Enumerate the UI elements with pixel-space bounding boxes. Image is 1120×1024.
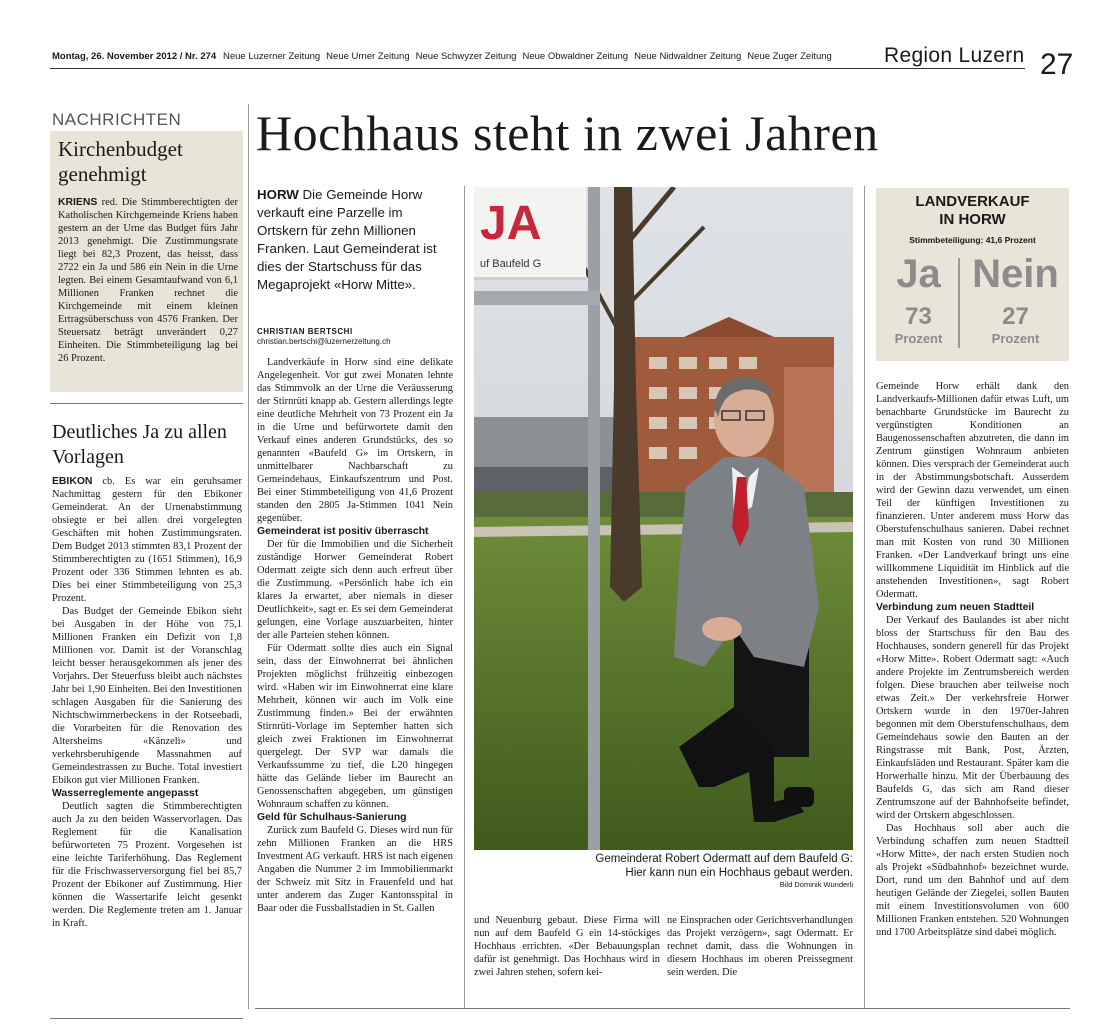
divider (255, 1008, 1070, 1009)
article-paragraph: Landverkäufe in Horw sind eine delikate Angelegenheit. Vor gut zwei Monaten lehnte das Stimmvolk an der Urne die Veräusserung der Stirnrüti knapp ab. Gestern allerdings legte eine deutliche Mehrheit von 73 Prozent ein Ja in die Urne und befürwortete damit den Verkauf eines anderen Grundstücks, des so genannten «Baufeld G» im Ortskern, in unmittelbarer Nachbarschaft zu Gemeindehaus, Einkaufszentrum und Post. Bei einer Stimmbeteiligung von 41,6 Prozent standen den 2805 Ja-Stimmen 1041 Nein gegenüber. (257, 357, 453, 524)
column-rule (864, 186, 865, 1008)
dateline: HORW (257, 187, 299, 202)
article-column (667, 914, 853, 979)
divider (50, 1018, 243, 1019)
news-paragraph: Das Budget der Gemeinde Ebikon sieht bei Ausgaben in der Höhe von 75,1 Millionen Franken ein Defizit von 1,8 Millionen vor. Damit ist der Voranschlag leicht besser herausgekommen als jener des Vorjahrs. Der Steuerfuss bleibt auch nächstes Jahr bei 1,90 Einheiten. Bei den Investitionen schlagen Ausgaben für die Sanierung des Nichtschwimmerbeckens in der Rotseebadi, die Vorarbeiten für die Renovation des Altersheims «Känzeli» und verkehrsberuhigende Massnahmen auf Gemeindestrassen zu Buche. Total investiert Ebikon gut vier Millionen Franken. (52, 606, 242, 786)
no-unit: Prozent (991, 331, 1040, 346)
issue-date: Montag, 26. November 2012 / Nr. 274 (52, 51, 217, 62)
article-paragraph: Das Hochhaus soll aber auch die Verbindung schaffen zum neuen Stadtteil «Horw Mitte», der nach ersten Studien noch als Projekt «Südbahnhof» bezeichnet wurde. Dort, rund um den Bahnhof und auf dem heutigen Gelände der Ziegelei, sollen Bauten mit einem Investitionsvolumen von 600 Millionen Franken entstehen. 520 Wohnungen und 1700 Arbeitsplätze sind dabei möglich. (876, 823, 1069, 938)
news-body (52, 475, 242, 930)
article-headline: Hochhaus steht in zwei Jahren (256, 105, 879, 161)
divider (958, 258, 960, 348)
article-column (474, 914, 660, 979)
sign-subtext: uf Baufeld G (480, 258, 542, 270)
yes-label: Ja (896, 252, 941, 296)
column-rule (248, 104, 249, 1009)
byline (257, 327, 457, 347)
vote-box-subtitle: Stimmbeteiligung: 41,6 Prozent (909, 235, 1036, 245)
article-photo (474, 187, 853, 850)
paper-name: Neue Luzerner Zeitung (223, 51, 321, 62)
paper-name: Neue Zuger Zeitung (747, 51, 832, 62)
column-rule (464, 186, 465, 1008)
article-paragraph: Der Verkauf des Baulandes ist aber nicht bloss der Startschuss für den Bau des Hochhauses, sondern generell für das Projekt «Horw Mitte». Robert Odermatt sagt: «Auch andere Projekte im Zentrumsbereich werden folgen. Diese brauchen aber teilweise noch etwas Zeit.» Der verkehrsfreie Horwer Ortskern wurde in den 1970er-Jahren begonnen mit dem Oberstufenschulhaus, dem Gemeindehaus sowie den Bauten an der Ringstrasse mit Bank, Post, Ärzten, Einkaufsläden und Restaurant. Später kam die Horwerhalle hinzu. Mit der Überbauung des Baufelds G, das sich am Rand dieser Zentrumszone auf der Bahnhofseite befindet, wird der Ortskern abgeschlossen. (876, 615, 1069, 821)
author-name: CHRISTIAN BERTSCHI (257, 327, 353, 336)
sign-ja-text: JA (480, 197, 542, 250)
news-text: cb. Es war ein geruhsamer Nachmittag gestern für den Ebikoner Gemeinderat. An der Urnenabstimmung obsiegte er bei allen drei vorgelegten Geschäften mit hohen Zustimmungsraten. Dem Budget 2013 stimmten 83,1 Prozent der Stimmberechtigten zu (1651 Stimmen), 16,9 Prozent oder 336 Stimmen lehnten es ab. Dies bei einer Stimmbeteiligung von 25,3 Prozent. (52, 476, 242, 604)
no-label: Nein (972, 252, 1059, 296)
article-subhead: Geld für Schulhaus-Sanierung (257, 812, 407, 823)
news-text: red. Die Stimmberechtigten der Katholischen Kirchgemeinde Kriens haben gestern an der Urne das Budget fürs Jahr 2013 genehmigt. Die Zustimmungsrate liegt bei 82,3 Prozent, das heisst, dass 2722 ein Ja und 586 ein Nein in die Urne legten. Bei einem Gesamtaufwand von 6,1 Millionen Franken rechnet die Kirchgemeinde mit einem kleinen Ertragsüberschuss von 4576 Franken. Der Steuersatz beträgt unverändert 0,27 Einheiten. Die Stimmbeteiligung lag bei 26 Prozent. (58, 197, 238, 364)
article-paragraph: und Neuenburg gebaut. Diese Firma will nun auf dem Baufeld G ein 14-stöckiges Hochhaus errichten. «Der Bebauungsplan dafür ist genehmigt. Das Hochhaus wird in zwei Jahren stehen, sofern kei- (474, 915, 660, 978)
article-paragraph: Zurück zum Baufeld G. Dieses wird nun für zehn Millionen Franken an die HRS Investment AG verkauft. HRS ist nach eigenen Angaben die Nummer 2 im Immobilienmarkt der Schweiz mit Sitz in Frauenfeld und hat unter anderem das Zuger Kantonsspital in Baar oder die Fussballstadien in St. Gallen (257, 825, 453, 914)
sidebar-section-label: NACHRICHTEN (52, 110, 182, 129)
page-number: 27 (1040, 48, 1074, 81)
paper-name: Neue Urner Zeitung (326, 51, 410, 62)
news-headline: Kirchenbudget genehmigt (58, 137, 183, 186)
lead-text: Die Gemeinde Horw verkauft eine Parzelle im Ortskern für zehn Millionen Franken. Laut Gemeinderat ist dies der Startschuss für das Megaprojekt «Horw Mitte». (257, 187, 437, 292)
paper-list (223, 51, 832, 62)
article-paragraph: Für Odermatt sollte dies auch ein Signal sein, dass der Einwohnerrat bei ähnlichen Projekten möglichst frühzeitig einbezogen wird. «Haben wir im Einwohnerrat eine klare Mehrheit, können wir auch im Volk eine Zustimmung finden.» Bei der erwähnten Stirnrüti-Vorlage im September hatten sich gleich zwei Fraktionen im Einwohnerrat quergelegt. Der SVP war damals die Verkaufssumme zu tief, die L20 hingegen hätte das Gelände lieber im Baurecht an Genossenschaften abgegeben, um günstigen Wohnraum schaffen zu können. (257, 643, 453, 810)
article-paragraph: Der für die Immobilien und die Sicherheit zuständige Horwer Gemeinderat Robert Odermatt zeigte sich denn auch erfreut über die Zustimmung. «Persönlich habe ich ein klares Ja erwartet, aber niemals in dieser Deutlichkeit», sagt er. Es sei dem Gemeinderat gelungen, eine Vorlage auszuarbeiten, hinter der alle Parteien stehen können. (257, 539, 453, 641)
vote-box-title: LANDVERKAUF IN HORW (915, 193, 1030, 228)
article-column (876, 380, 1069, 939)
divider (50, 403, 243, 404)
photo-credit: Bild Dominik Wunderli (779, 880, 853, 889)
dateline: EBIKON (52, 476, 93, 487)
paper-name: Neue Obwaldner Zeitung (522, 51, 629, 62)
article-paragraph: Gemeinde Horw erhält dank den Landverkaufs-Millionen dafür etwas Luft, um benachbarte Grundstücke im Baurecht zu vergünstigten Konditionen an Baugenossenschaften abzutreten, die dann im Zentrum günstigen Wohnraum anbieten können. Dies versprach der Gemeinderat auch in der Abstimmungsbotschaft. Ausserdem wird der Gewinn dazu verwendet, um einen Teil der künftigen Investitionen zu finanzieren. Unter anderem muss Horw das Oberstufenschulhaus sanieren. Dabei rechnet man mit Kosten von rund 30 Millionen Franken. «Der Landverkauf bringt uns eine willkommene Liquidität im Hinblick auf die anstehenden Investitionen», sagt Robert Odermatt. (876, 381, 1069, 600)
article-subhead: Gemeinderat ist positiv überrascht (257, 526, 429, 537)
section-title: Region Luzern (884, 44, 1025, 67)
yes-value: 73 (905, 303, 932, 330)
news-paragraph: Deutlich sagten die Stimmberechtigten auch Ja zu den beiden Wasservorlagen. Das Reglement für die Kanalisation befürworteten 75 Prozent. Vorgesehen ist eine leichte Tariferhöhung. Das Reglement für die Frischwasserversorgung fiel bei 85,7 Prozent der Ebikoner auf Zustimmung. Hier können die Wassertarife leicht gesenkt werden. Die Reglemente treten am 1. Januar in Kraft. (52, 801, 242, 929)
article-subhead: Verbindung zum neuen Stadtteil (876, 602, 1035, 613)
author-email: christian.bertschi@luzernerzeitung.ch (257, 337, 391, 346)
paper-name: Neue Nidwaldner Zeitung (634, 51, 742, 62)
news-subhead: Wasserreglemente angepasst (52, 788, 199, 799)
article-column (257, 356, 453, 915)
yes-unit: Prozent (894, 331, 943, 346)
article-lead (257, 186, 452, 294)
paper-name: Neue Schwyzer Zeitung (415, 51, 517, 62)
news-headline: Deutliches Ja zu allen Vorlagen (52, 421, 227, 468)
photo-caption: Gemeinderat Robert Odermatt auf dem Baufeld G: Hier kann nun ein Hochhaus gebaut werden. (595, 853, 853, 879)
article-paragraph: ne Einsprachen oder Gerichtsverhandlungen das Projekt verzögern», sagt Odermatt. Er rechnet damit, dass die Wohnungen in diesem Hochhaus im oberen Preissegment sein werden. Die (667, 915, 853, 978)
dateline: KRIENS (58, 197, 98, 208)
news-body (58, 196, 238, 365)
photo-illustration (474, 187, 853, 850)
no-value: 27 (1002, 303, 1029, 330)
masthead-rule (50, 68, 1025, 69)
